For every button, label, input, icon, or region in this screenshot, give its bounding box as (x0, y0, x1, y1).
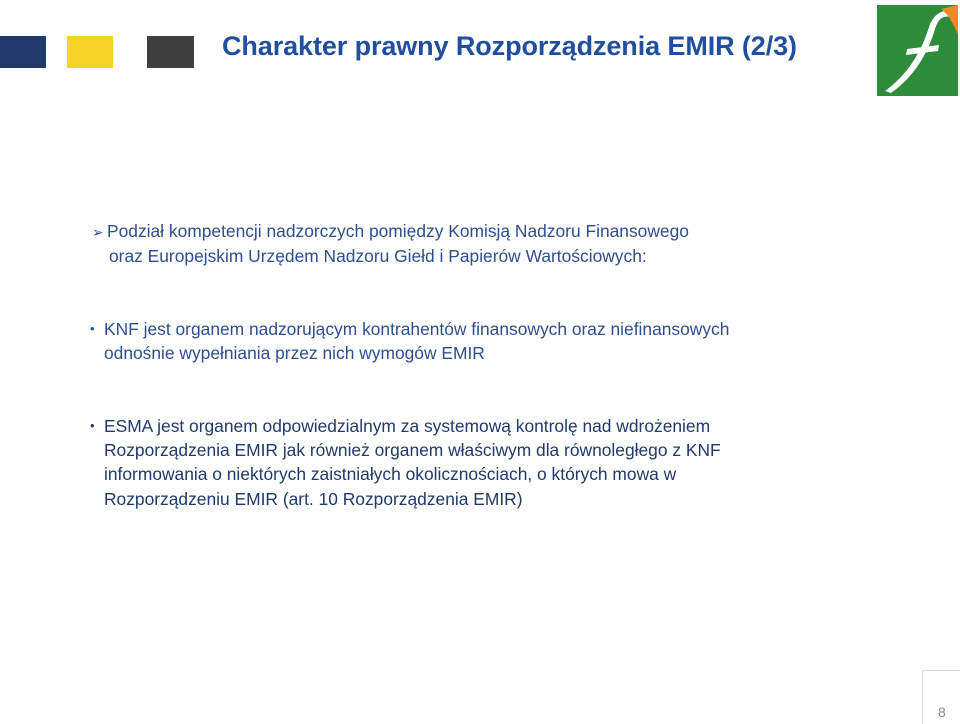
intro-line-1 (92, 219, 689, 244)
header-square-gray (147, 36, 194, 68)
bullet-knf-line-2: odnośnie wypełniania przez nich wymogów EMIR (104, 343, 485, 364)
slide-title: Charakter prawny Rozporządzenia EMIR (2/3) (222, 31, 797, 61)
bullet-knf-line-1-text: KNF jest organem nadzorującym kontrahentów finansowych oraz niefinansowych (104, 319, 730, 339)
bullet-dot-icon: • (90, 321, 95, 336)
bullet-dot-icon: • (90, 418, 95, 433)
bullet-esma-line-2: Rozporządzenia EMIR jak również organem właściwym dla równoległego z KNF (104, 440, 721, 461)
bullet-esma-line-1-text: ESMA jest organem odpowiedzialnym za systemową kontrolę nad wdrożeniem (104, 416, 711, 436)
arrow-bullet-icon: ➢ (92, 224, 104, 240)
intro-line-1-text: Podział kompetencji nadzorczych pomiędzy Komisją Nadzoru Finansowego (107, 221, 689, 241)
bullet-knf-line-1 (90, 317, 729, 341)
bullet-esma-line-4: Rozporządzeniu EMIR (art. 10 Rozporządzenia EMIR) (104, 488, 523, 509)
knf-logo-icon (877, 5, 958, 96)
bullet-esma-line-3: informowania o niektórych zaistniałych okolicznościach, o których mowa w (104, 464, 677, 485)
bullet-esma-line-1 (90, 414, 721, 438)
intro-text (92, 219, 689, 268)
header-square-yellow (67, 36, 113, 68)
page-number: 8 (938, 704, 946, 720)
header-square-navy (0, 36, 46, 68)
intro-line-2: oraz Europejskim Urzędem Nadzoru Giełd i Papierów Wartościowych: (109, 246, 647, 266)
bullet-knf (90, 317, 729, 365)
bullet-esma (90, 414, 721, 511)
